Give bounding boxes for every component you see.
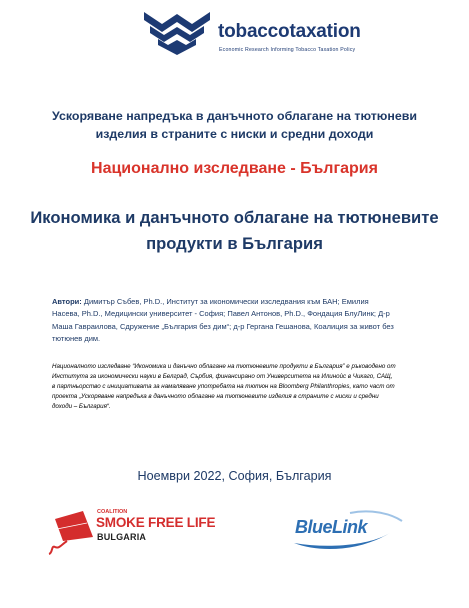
brand-name: tobaccotaxation bbox=[218, 21, 361, 42]
report-title: Икономика и данъчното облагане на тютюневите продукти в България bbox=[30, 208, 439, 253]
smoke-free-life-logo bbox=[45, 507, 235, 557]
study-description: Националното изследване “Икономика и данъчно облагане на тютюневите продукти в България” е ръководено от Института за икономически науки в Белград, Сърбия, финансирано от Университета на Илиноѝс в Чикаго, САЩ, в партньорство с инициативата за намаляване употребата на тютюн на Bloomberg Philanthropies, като част от проекта „Ускоряване напредъка в данъчното облагане на тютюневите изделия в страните с ниски и средни доходи – България“. bbox=[52, 363, 396, 410]
coalition-label: COALITION bbox=[97, 509, 128, 515]
authors-label: Автори: bbox=[52, 297, 82, 306]
authors-block bbox=[52, 296, 397, 345]
publication-date: Ноември 2022, София, България bbox=[137, 469, 332, 483]
bluelink-logo bbox=[290, 505, 410, 555]
tobaccotaxation-logo bbox=[142, 8, 382, 60]
bluelink-name: BlueLink bbox=[295, 517, 368, 537]
brand-tagline: Economic Research Informing Tobacco Taxation Policy bbox=[219, 47, 356, 53]
kite-icon bbox=[45, 507, 97, 557]
authors-text: Димитър Събев, Ph.D., Институт за икономически изследвания към БАН; Емилия Насева, Ph.D., Медицински университет - София; Павел Антонов, Ph.D., Фондация БлуЛинк; Д-р Маша Гавраилова, Сдружение „България без дим“; д-р Гергана Гешанова, Коалиция за живот без тютюнев дим. bbox=[52, 297, 394, 343]
national-study-title: Национално изследване - България bbox=[91, 160, 378, 177]
bulgaria-label: BULGARIA bbox=[97, 532, 147, 542]
smoke-free-life-name: SMOKE FREE LIFE bbox=[96, 515, 216, 530]
shield-chevron-icon bbox=[142, 10, 212, 56]
project-subtitle: Ускоряване напредъка в данъчното облагане на тютюневи изделия в страните с ниски и средни доходи bbox=[52, 109, 417, 141]
